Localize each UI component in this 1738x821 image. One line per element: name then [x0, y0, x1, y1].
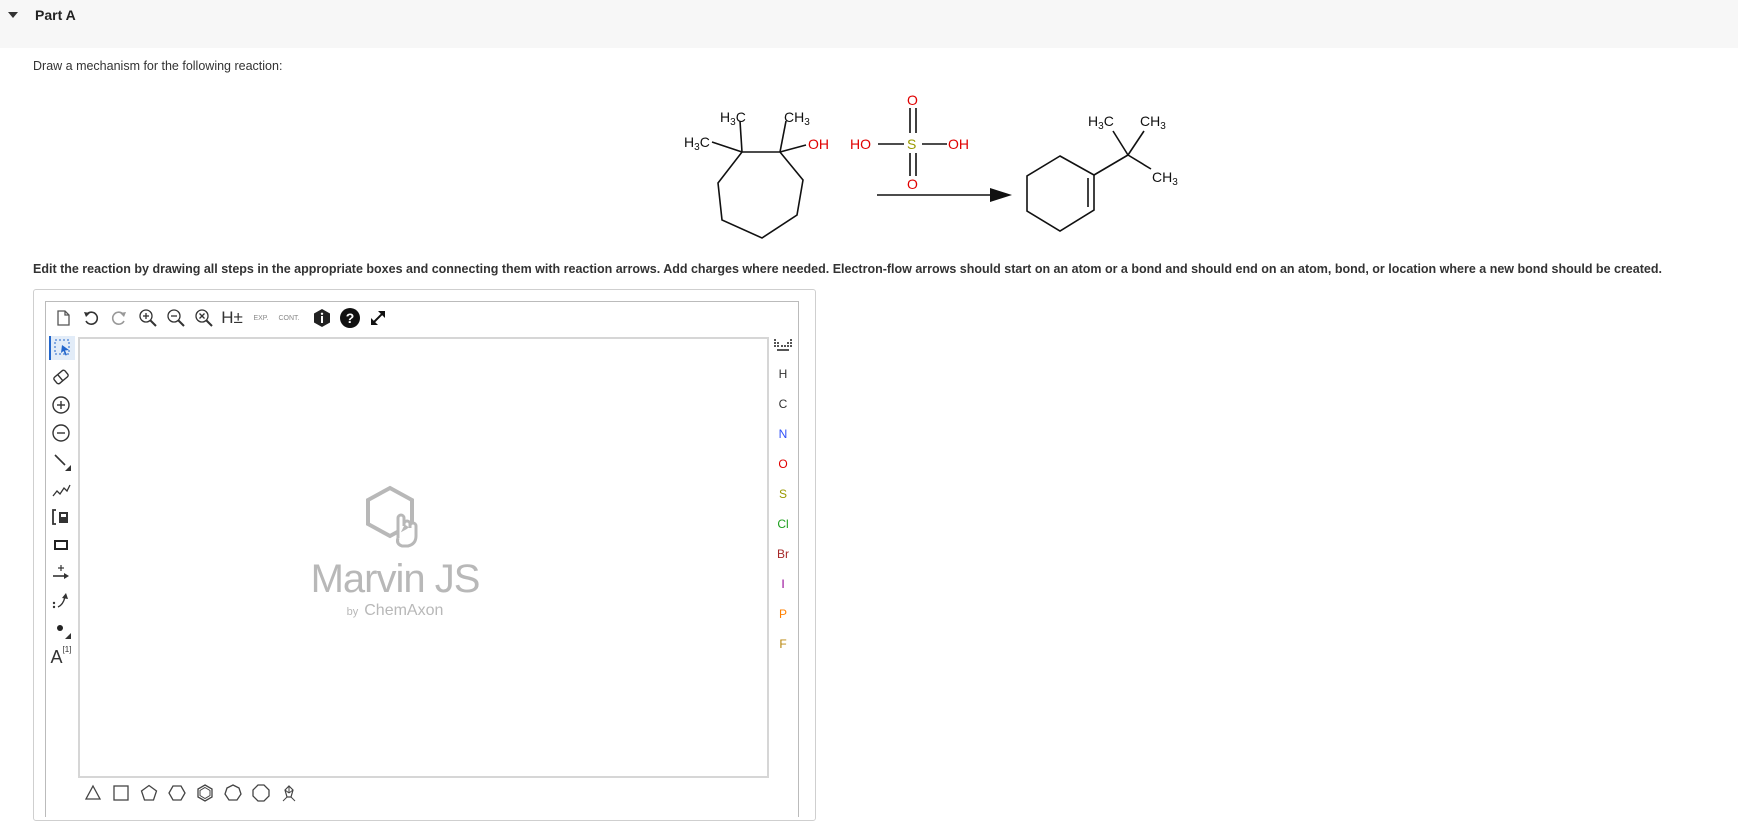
electron-flow-icon[interactable] [49, 589, 73, 613]
single-bond-icon[interactable] [49, 449, 73, 473]
logo-by-text: by [346, 606, 359, 618]
template-toolbar [78, 776, 765, 812]
periodic-table-icon[interactable] [768, 338, 798, 355]
reagent-ho: HO [850, 136, 871, 152]
instructions: Edit the reaction by drawing all steps in the appropriate boxes and connecting them with reaction arrows. Add charges where needed. Electron-flow arrows should start on an atom or a bond and should end on an atom, bond, or location where a new bond should be created. [33, 262, 1662, 276]
text-tool-label: A [50, 646, 63, 667]
question-prompt: Draw a mechanism for the following reaction: [33, 59, 283, 73]
product-h3c: $H_3C$ [1088, 113, 1114, 132]
logo-company: ChemAxon [364, 602, 444, 619]
rectangle-icon[interactable] [49, 533, 73, 557]
product-structure [1027, 131, 1151, 231]
element-p-button[interactable]: P [778, 607, 787, 621]
radical-icon[interactable] [49, 617, 73, 641]
template-icon[interactable] [280, 784, 298, 802]
element-i-button[interactable]: I [781, 577, 785, 591]
editor-inner [45, 301, 799, 817]
zoom-in-icon[interactable] [136, 306, 160, 330]
element-n-button[interactable]: N [778, 427, 788, 441]
element-toolbar [768, 334, 798, 774]
element-s-button[interactable]: S [778, 487, 787, 501]
top-toolbar [46, 302, 798, 334]
reagent-s: S [907, 136, 917, 152]
marvin-editor [33, 289, 816, 821]
product-ch3-right: $CH_3$ [1152, 169, 1178, 188]
marvin-logo-name: Marvin JS [310, 557, 480, 601]
new-document-icon[interactable] [51, 306, 75, 330]
marvin-logo-icon [360, 484, 430, 548]
expand-icon[interactable]: EXP. [253, 314, 269, 322]
benzene-icon[interactable] [196, 784, 214, 802]
undo-icon[interactable] [79, 306, 103, 330]
marvin-logo-byline [305, 602, 485, 620]
info-icon[interactable] [310, 306, 334, 330]
redo-icon[interactable] [107, 306, 131, 330]
contract-icon[interactable]: CONT. [278, 314, 300, 322]
reactant-structure [712, 121, 806, 238]
reactant-h3c-left: $H_3C$ [684, 134, 710, 153]
text-icon[interactable] [49, 645, 73, 669]
fullscreen-icon[interactable] [366, 306, 390, 330]
left-toolbar [46, 334, 76, 817]
text-tool-sup: [1] [62, 645, 72, 654]
svg-text:?: ? [345, 310, 355, 326]
element-h-button[interactable]: H [778, 367, 788, 381]
element-br-button[interactable]: Br [777, 547, 789, 561]
part-header[interactable] [0, 0, 1738, 48]
octagon-icon[interactable] [252, 784, 270, 802]
reaction-scheme [670, 90, 1210, 250]
eraser-icon[interactable] [49, 365, 73, 389]
reactant-h3c-top: $H_3C$ [720, 109, 746, 128]
element-f-button[interactable]: F [779, 637, 787, 651]
hydrogen-toggle-icon[interactable]: H± [221, 308, 243, 327]
zoom-out-icon[interactable] [164, 306, 188, 330]
help-icon[interactable] [338, 306, 362, 330]
element-c-button[interactable]: C [778, 397, 788, 411]
bracket-icon[interactable] [49, 505, 73, 529]
select-icon[interactable] [49, 336, 75, 360]
reagent-oh: OH [948, 136, 969, 152]
reaction-arrow [877, 188, 1012, 202]
reagent-o-top: O [907, 92, 918, 108]
square-icon[interactable] [112, 784, 130, 802]
triangle-icon[interactable] [84, 784, 102, 802]
reactant-ch3: $CH_3$ [784, 109, 810, 128]
reagent-o-bottom: O [907, 176, 918, 192]
element-o-button[interactable]: O [778, 457, 788, 471]
zoom-fit-icon[interactable] [192, 306, 216, 330]
product-ch3-top: $CH_3$ [1140, 113, 1166, 132]
reaction-arrow-icon[interactable] [49, 561, 73, 585]
reactant-oh: OH [808, 136, 829, 152]
marvin-logo [305, 484, 485, 624]
hexagon-icon[interactable] [168, 784, 186, 802]
collapse-caret-icon[interactable] [8, 12, 18, 18]
pentagon-icon[interactable] [140, 784, 158, 802]
drawing-canvas[interactable] [78, 337, 769, 778]
chain-icon[interactable] [49, 477, 73, 501]
element-cl-button[interactable]: Cl [777, 517, 789, 531]
plus-charge-icon[interactable] [49, 393, 73, 417]
part-title: Part A [35, 7, 76, 23]
heptagon-icon[interactable] [224, 784, 242, 802]
minus-charge-icon[interactable] [49, 421, 73, 445]
